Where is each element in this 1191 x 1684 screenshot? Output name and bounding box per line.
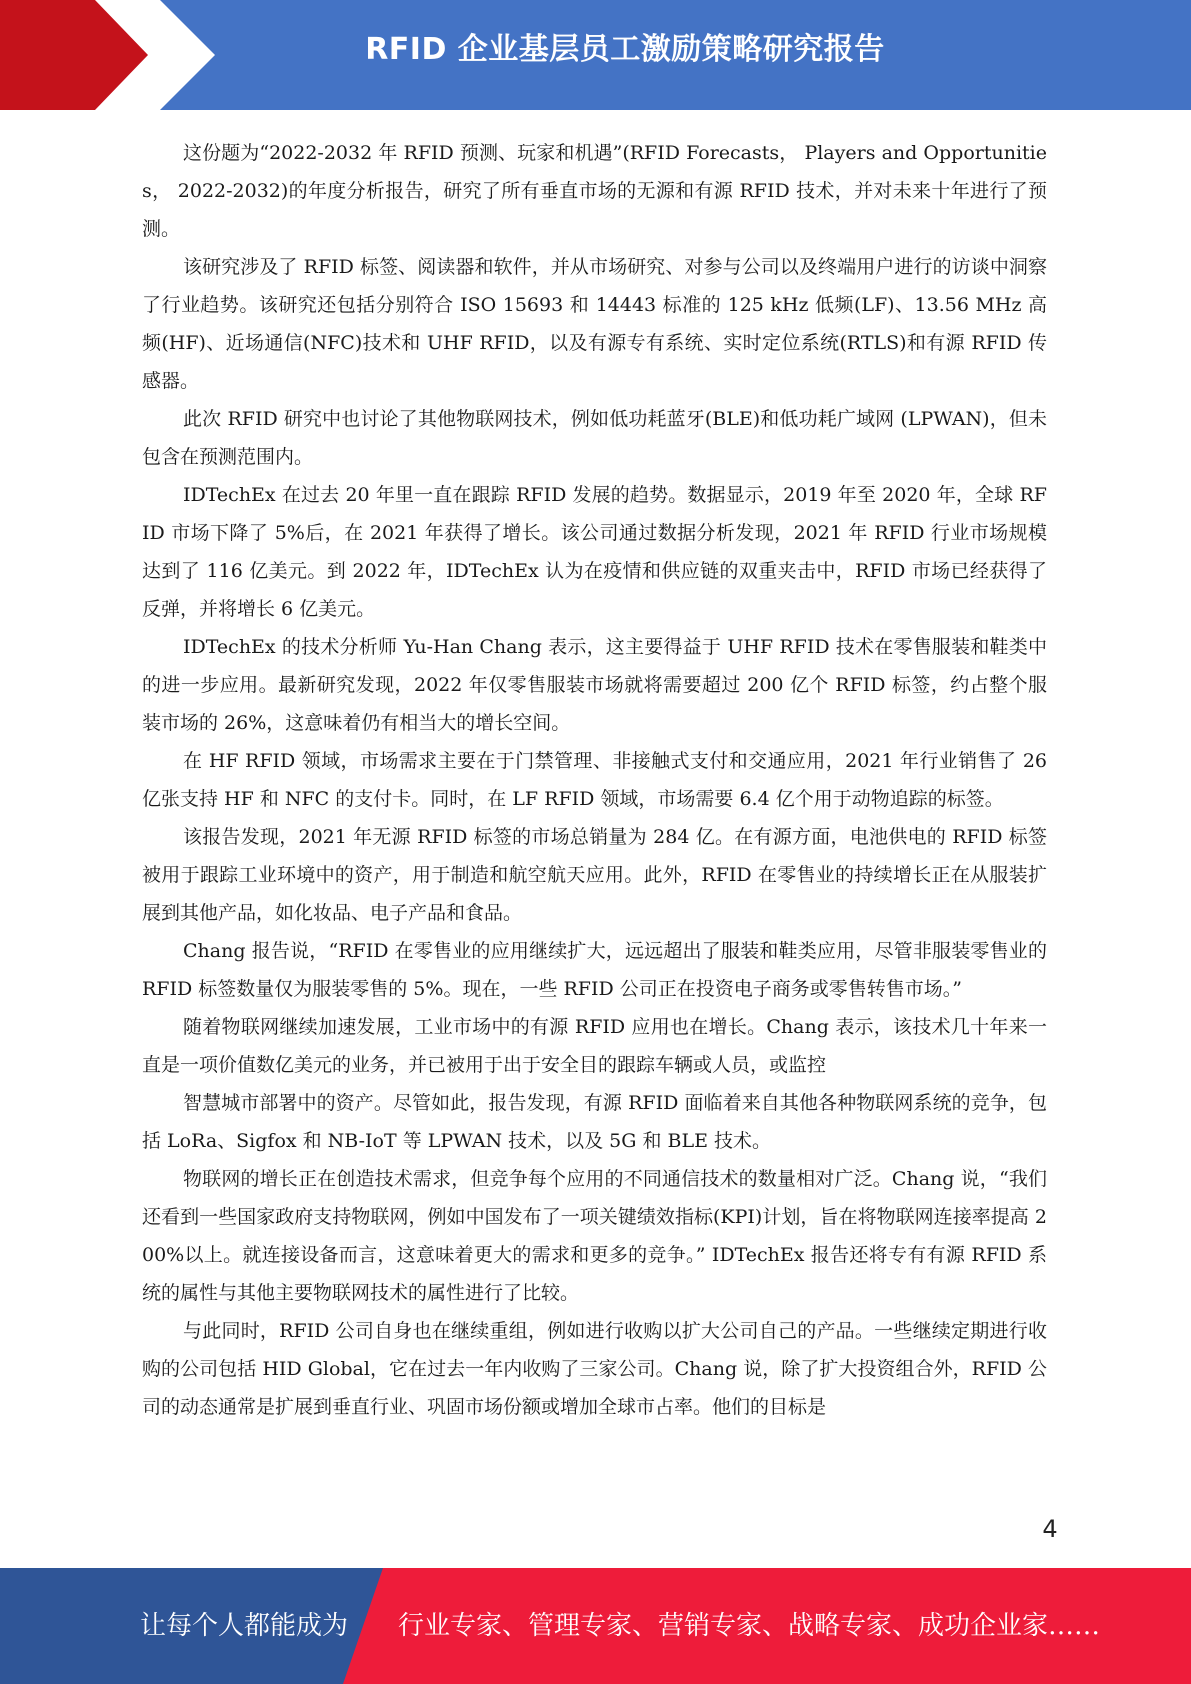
page-footer: [0, 1568, 1191, 1684]
paragraph: 随着物联网继续加速发展，工业市场中的有源 RFID 应用也在增长。Chang 表示，该技术几十年来一直是一项价值数亿美元的业务，并已被用于出于安全目的跟踪车辆或人员，或监控: [142, 1016, 1047, 1076]
report-title: RFID 企业基层员工激励策略研究报告: [365, 32, 885, 67]
paragraph: IDTechEx 在过去 20 年里一直在跟踪 RFID 发展的趋势。数据显示，2019 年至 2020 年，全球 RFID 市场下降了 5%后，在 2021 年获得了增长。该公司通过数据分析发现，2021 年 RFID 行业市场规模达到了 116 亿美元。到 2022 年，IDTechEx 认为在疫情和供应链的双重夹击中，RFID 市场已经获得了反弹，并将增长 6 亿美元。: [142, 484, 1047, 620]
paragraph: Chang 报告说，“RFID 在零售业的应用继续扩大，远远超出了服装和鞋类应用，尽管非服装零售业的 RFID 标签数量仅为服装零售的 5%。现在，一些 RFID 公司正在投资电子商务或零售转售市场。”: [142, 940, 1047, 1000]
paragraph: 智慧城市部署中的资产。尽管如此，报告发现，有源 RFID 面临着来自其他各种物联网系统的竞争，包括 LoRa、Sigfox 和 NB-IoT 等 LPWAN 技术，以及 5G 和 BLE 技术。: [142, 1092, 1047, 1152]
paragraph: 这份题为“2022-2032 年 RFID 预测、玩家和机遇”(RFID Forecasts， Players and Opportunities， 2022-2032)的年度分析报告，研究了所有垂直市场的无源和有源 RFID 技术，并对未来十年进行了预测。: [142, 142, 1047, 240]
paragraph: 该报告发现，2021 年无源 RFID 标签的市场总销量为 284 亿。在有源方面，电池供电的 RFID 标签被用于跟踪工业环境中的资产，用于制造和航空航天应用。此外，RFID 在零售业的持续增长正在从服装扩展到其他产品，如化妆品、电子产品和食品。: [142, 826, 1047, 924]
paragraph: 物联网的增长正在创造技术需求，但竞争每个应用的不同通信技术的数量相对广泛。Chang 说，“我们还看到一些国家政府支持物联网，例如中国发布了一项关键绩效指标(KPI)计划，旨在将物联网连接率提高 200%以上。就连接设备而言，这意味着更大的需求和更多的竞争。” IDTechEx 报告还将专有有源 RFID 系统的属性与其他主要物联网技术的属性进行了比较。: [142, 1168, 1047, 1304]
article-body: [142, 134, 1047, 1426]
footer-slogan-left: 让每个人都能成为: [140, 1611, 349, 1641]
footer-slogan-right: 行业专家、管理专家、营销专家、战略专家、成功企业家……: [398, 1611, 1101, 1641]
paragraph: IDTechEx 的技术分析师 Yu-Han Chang 表示，这主要得益于 UHF RFID 技术在零售服装和鞋类中的进一步应用。最新研究发现，2022 年仅零售服装市场就将需要超过 200 亿个 RFID 标签，约占整个服装市场的 26%，这意味着仍有相当大的增长空间。: [142, 636, 1047, 734]
paragraph: 在 HF RFID 领域，市场需求主要在于门禁管理、非接触式支付和交通应用，2021 年行业销售了 26 亿张支持 HF 和 NFC 的支付卡。同时，在 LF RFID 领域，市场需要 6.4 亿个用于动物追踪的标签。: [142, 750, 1047, 810]
paragraph: 此次 RFID 研究中也讨论了其他物联网技术，例如低功耗蓝牙(BLE)和低功耗广域网 (LPWAN)，但未包含在预测范围内。: [142, 408, 1047, 468]
page-number: 4: [1042, 1515, 1058, 1543]
paragraph: 该研究涉及了 RFID 标签、阅读器和软件，并从市场研究、对参与公司以及终端用户进行的访谈中洞察了行业趋势。该研究还包括分别符合 ISO 15693 和 14443 标准的 125 kHz 低频(LF)、13.56 MHz 高频(HF)、近场通信(NFC)技术和 UHF RFID，以及有源专有系统、实时定位系统(RTLS)和有源 RFID 传感器。: [142, 256, 1047, 392]
page-header: [0, 0, 1191, 110]
paragraph: 与此同时，RFID 公司自身也在继续重组，例如进行收购以扩大公司自己的产品。一些继续定期进行收购的公司包括 HID Global，它在过去一年内收购了三家公司。Chang 说，除了扩大投资组合外，RFID 公司的动态通常是扩展到垂直行业、巩固市场份额或增加全球市占率。他们的目标是: [142, 1320, 1047, 1418]
